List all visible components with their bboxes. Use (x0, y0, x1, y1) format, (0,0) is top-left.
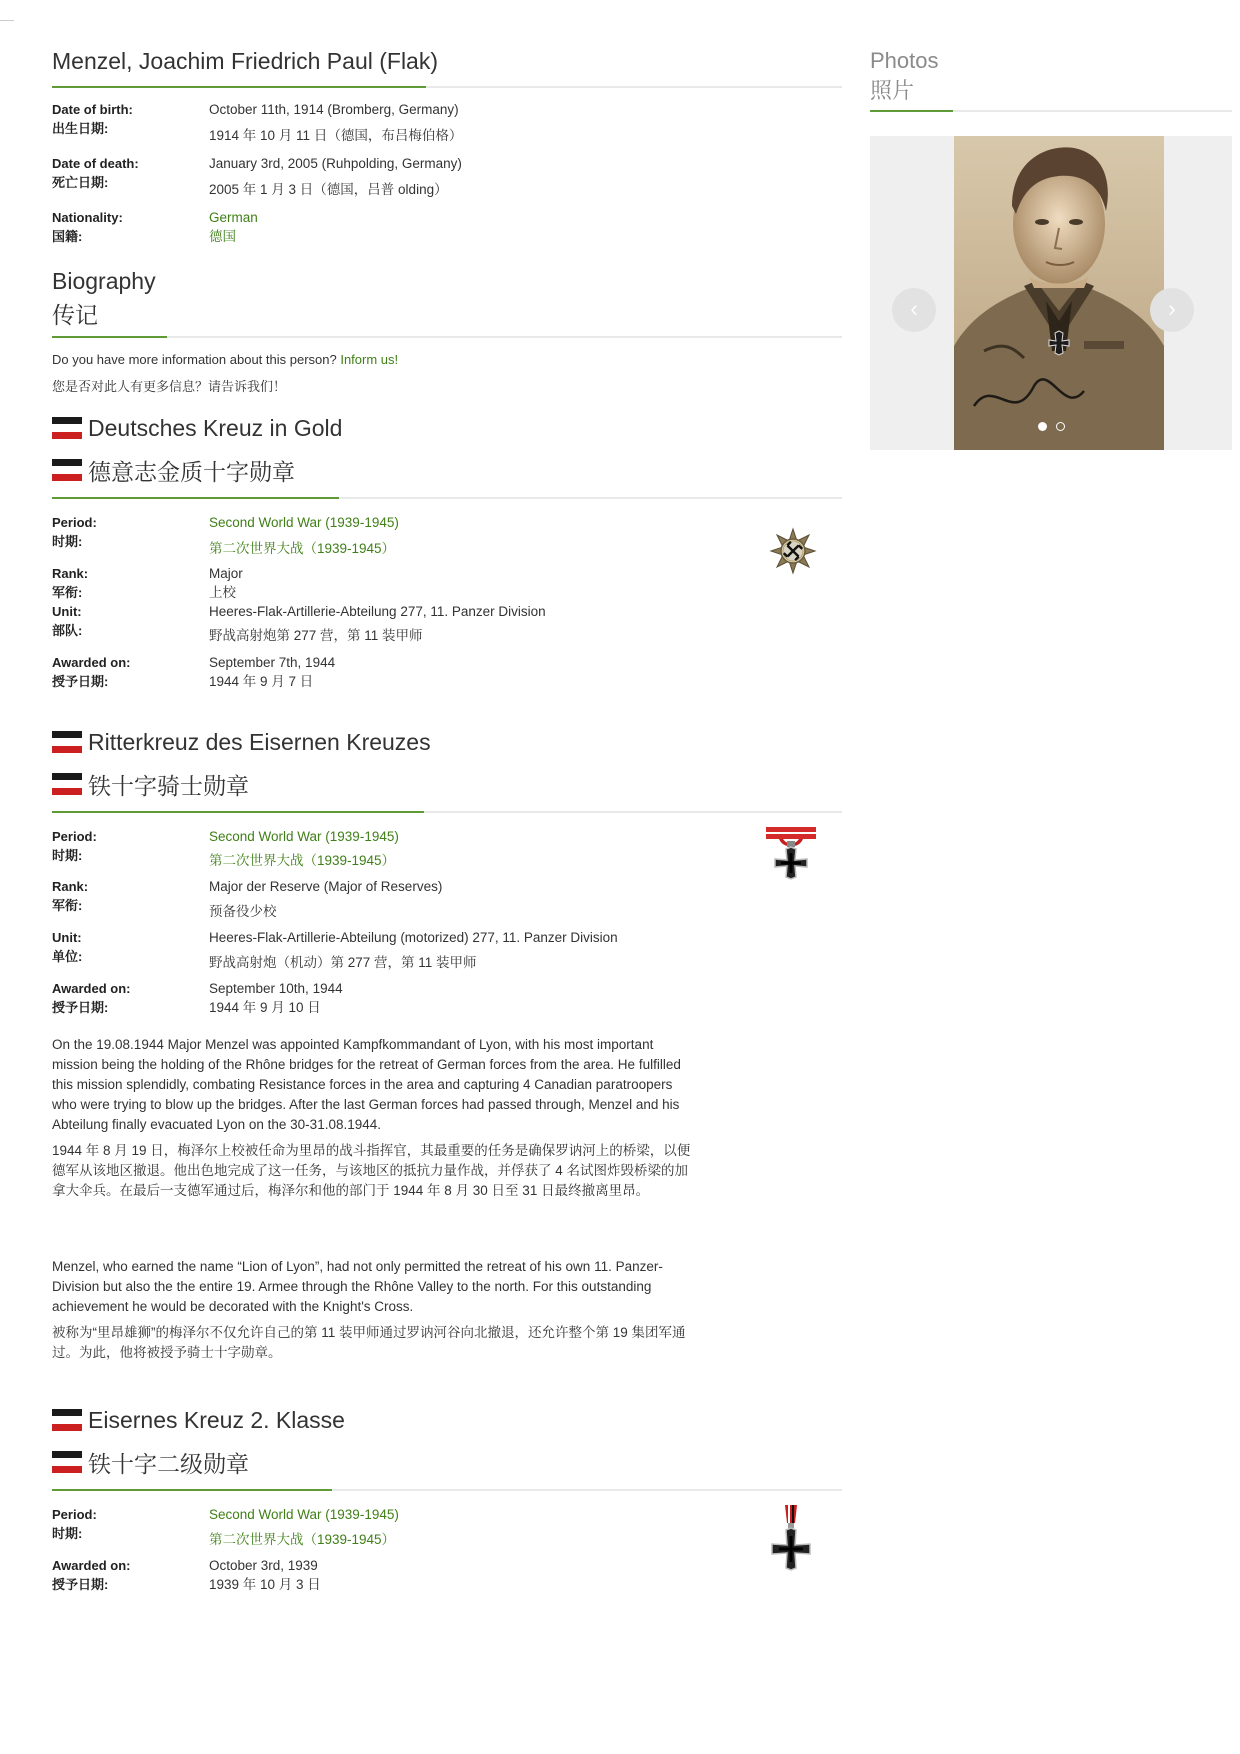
award-underline (52, 1489, 842, 1491)
awarded-label-zh: 授予日期: (52, 1577, 109, 1592)
rank-label-zh: 军衔: (52, 898, 83, 913)
nationality-label: Nationality: (52, 210, 123, 225)
photo-carousel[interactable] (870, 136, 1232, 450)
unit-value: Heeres-Flak-Artillerie-Abteilung (motorized) 277, 11. Panzer Division (209, 930, 618, 945)
award-underline (52, 497, 842, 499)
awarded-value-zh: 1939 年 10 月 3 日 (209, 1577, 321, 1592)
person-details (52, 100, 842, 246)
detail-death (52, 154, 842, 199)
period-label: Period: (52, 1507, 97, 1522)
award-knights-cross (52, 721, 842, 1363)
award-details (52, 1505, 842, 1594)
carousel-prev-button[interactable]: ‹ (892, 288, 936, 332)
award-title (52, 721, 842, 763)
awarded-value-zh: 1944 年 9 月 7 日 (209, 674, 314, 689)
award-title (52, 407, 842, 449)
award-title-zh: 铁十字二级勋章 (88, 1450, 249, 1477)
period-label: Period: (52, 829, 97, 844)
awarded-value: October 3rd, 1939 (209, 1558, 318, 1573)
award-german-cross (52, 407, 842, 691)
awarded-value-zh: 1944 年 9 月 10 日 (209, 1000, 321, 1015)
inform-box (52, 350, 842, 397)
unit-label: Unit: (52, 604, 82, 619)
death-value: January 3rd, 2005 (Ruhpolding, Germany) (209, 156, 462, 171)
award-title-en: Eisernes Kreuz 2. Klasse (88, 1406, 345, 1433)
description-paragraph-zh: 1944 年 8 月 19 日，梅泽尔上校被任命为里昂的战斗指挥官，其最重要的任务是确保罗讷河上的桥梁，以便德军从该地区撤退。他出色地完成了这一任务，与该地区的抵抗力量作战，并俘获了 4 名试图炸毁桥梁的加拿大伞兵。在最后一支德军通过后，梅泽尔和他的部门于 1944 年 8 月 30 日至 31 日最终撤离里昂。 (52, 1143, 691, 1198)
nationality-label-zh: 国籍: (52, 229, 83, 244)
photos-underline (870, 110, 1232, 112)
award-title (52, 1399, 842, 1441)
description-paragraph: On the 19.08.1944 Major Menzel was appointed Kampfkommandant of Lyon, with his most important mission being the holding of the Rhône bridges for the retreat of German forces from the area. He fulfilled this mission splendidly, combating Resistance forces in the area and capturing 4 Canadian paratroopers who were trying to blow up the bridges. After the last German forces had passed through, Menzel and his Abteilung finally evacuated Lyon on the 30-31.08.1944. (52, 1037, 681, 1132)
birth-value-zh: 1914 年 10 月 11 日（德国，布吕梅伯格） (209, 128, 463, 143)
period-label-zh: 时期: (52, 1526, 83, 1541)
inform-text-zh: 您是否对此人有更多信息？请告诉我们！ (52, 379, 287, 394)
award-title-en: Ritterkreuz des Eisernen Kreuzes (88, 728, 431, 755)
birth-value: October 11th, 1914 (Bromberg, Germany) (209, 102, 459, 117)
unit-value-zh: 野战高射炮（机动）第 277 营，第 11 装甲师 (209, 955, 477, 970)
biography-title-zh: 传记 (52, 302, 98, 328)
portrait-photo[interactable] (954, 136, 1164, 450)
awarded-value: September 7th, 1944 (209, 655, 336, 670)
nationality-link[interactable]: German (209, 210, 258, 225)
period-link-zh[interactable]: 第二次世界大战（1939-1945） (209, 853, 396, 868)
photos-title: Photos (870, 48, 939, 73)
awarded-label: Awarded on: (52, 981, 131, 996)
rank-row (52, 564, 842, 602)
unit-label-zh: 单位: (52, 949, 83, 964)
inform-us-link[interactable]: Inform us! (340, 352, 399, 367)
period-label-zh: 时期: (52, 534, 83, 549)
birth-label-zh: 出生日期: (52, 121, 109, 136)
rank-value: Major der Reserve (Major of Reserves) (209, 879, 443, 894)
award-details (52, 513, 842, 691)
biography-header (52, 264, 842, 338)
award-title-zh-row (52, 449, 842, 491)
period-link-zh[interactable]: 第二次世界大战（1939-1945） (209, 1532, 396, 1547)
iron-cross-second-class-icon (765, 1505, 817, 1582)
photos-title-zh: 照片 (870, 78, 915, 103)
biography-title: Biography (52, 268, 156, 294)
unit-row (52, 602, 842, 645)
rank-label-zh: 军衔: (52, 585, 83, 600)
birth-label: Date of birth: (52, 102, 133, 117)
rank-label: Rank: (52, 566, 89, 581)
award-title-zh-row (52, 763, 842, 805)
flag-icon (52, 459, 82, 481)
photos-panel (870, 46, 1232, 321)
unit-label-zh: 部队: (52, 623, 83, 638)
period-label: Period: (52, 515, 97, 530)
period-link[interactable]: Second World War (1939-1945) (209, 829, 399, 844)
flag-icon (52, 731, 82, 753)
knights-cross-icon (765, 827, 817, 894)
description-paragraph-zh: 被称为“里昂雄狮”的梅泽尔不仅允许自己的第 11 装甲师通过罗讷河谷向北撤退，还允许整个第 19 集团军通过。为此，他将被授予骑士十字勋章。 (52, 1325, 686, 1360)
award-title-zh: 铁十字骑士勋章 (88, 772, 249, 799)
nationality-link-zh[interactable]: 德国 (209, 229, 236, 244)
award-underline (52, 811, 842, 813)
rank-label: Rank: (52, 879, 89, 894)
period-row (52, 1505, 842, 1549)
page-title: Menzel, Joachim Friedrich Paul (Flak) (52, 48, 439, 74)
awarded-label: Awarded on: (52, 655, 131, 670)
biography-underline (52, 336, 842, 338)
award-description (52, 1035, 842, 1363)
detail-nationality (52, 208, 842, 246)
award-title-zh: 德意志金质十字勋章 (88, 458, 295, 485)
period-link[interactable]: Second World War (1939-1945) (209, 515, 399, 530)
carousel-dot[interactable] (1056, 422, 1065, 431)
flag-icon (52, 417, 82, 439)
rank-value-zh: 预备役少校 (209, 904, 277, 919)
awarded-value: September 10th, 1944 (209, 981, 343, 996)
death-label-zh: 死亡日期: (52, 175, 109, 190)
main-content (52, 44, 842, 1594)
rank-value: Major (209, 566, 243, 581)
inform-question: Do you have more information about this person? (52, 352, 337, 367)
awarded-row (52, 653, 842, 691)
awarded-label-zh: 授予日期: (52, 1000, 109, 1015)
award-iron-cross-2 (52, 1399, 842, 1594)
top-divider (0, 20, 14, 21)
period-row (52, 827, 842, 870)
death-label: Date of death: (52, 156, 139, 171)
period-row (52, 513, 842, 558)
unit-row (52, 928, 842, 972)
awarded-row (52, 1556, 842, 1594)
period-link-zh[interactable]: 第二次世界大战（1939-1945） (209, 541, 396, 556)
period-link[interactable]: Second World War (1939-1945) (209, 1507, 399, 1522)
description-paragraph: Menzel, who earned the name “Lion of Lyon”, had not only permitted the retreat of his own 11. Panzer-Division but also the the entire 19. Armee through the Rhône Valley to the north. For this outstanding achievement he would be decorated with the Knight's Cross. (52, 1259, 663, 1314)
unit-value-zh: 野战高射炮第 277 营，第 11 装甲师 (209, 628, 423, 643)
awarded-label-zh: 授予日期: (52, 674, 109, 689)
flag-icon (52, 1409, 82, 1431)
unit-value: Heeres-Flak-Artillerie-Abteilung 277, 11. Panzer Division (209, 604, 546, 619)
title-underline (52, 86, 842, 88)
rank-value-zh: 上校 (209, 585, 236, 600)
awarded-row (52, 979, 842, 1017)
unit-label: Unit: (52, 930, 82, 945)
award-title-zh-row (52, 1441, 842, 1483)
period-label-zh: 时期: (52, 848, 83, 863)
inform-text (52, 350, 842, 370)
carousel-next-button[interactable]: › (1150, 288, 1194, 332)
carousel-dot-active[interactable] (1038, 422, 1047, 431)
rank-row (52, 877, 842, 921)
awarded-label: Awarded on: (52, 1558, 131, 1573)
award-title-en: Deutsches Kreuz in Gold (88, 414, 343, 441)
carousel-indicators (1038, 418, 1070, 436)
flag-icon (52, 773, 82, 795)
death-value-zh: 2005 年 1 月 3 日（德国，吕普 olding） (209, 182, 448, 197)
detail-birth (52, 100, 842, 145)
award-details (52, 827, 842, 1363)
flag-icon (52, 1451, 82, 1473)
german-cross-gold-icon (769, 527, 817, 580)
